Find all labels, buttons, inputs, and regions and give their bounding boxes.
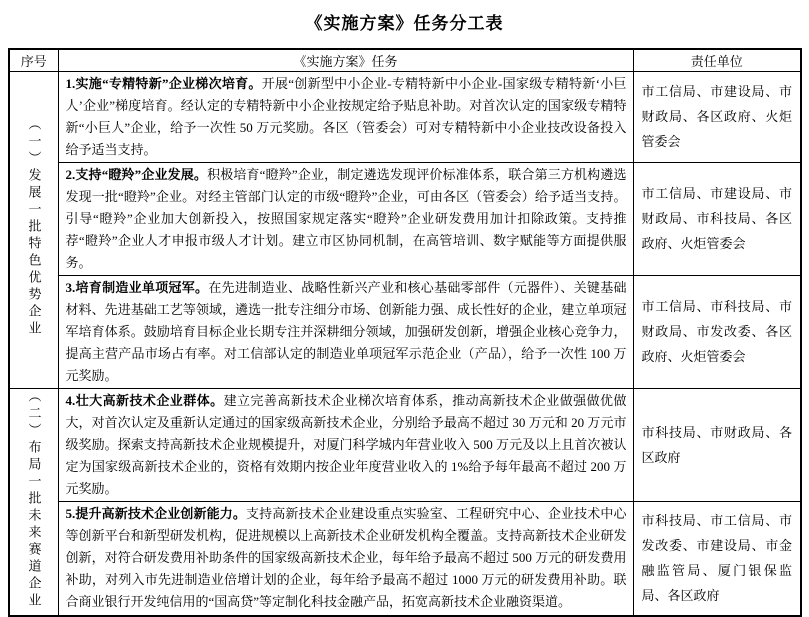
task-1-title: 1.实施“专精特新”企业梯次培育。: [65, 75, 262, 91]
task-5-title: 5.提升高新技术企业创新能力。: [65, 506, 246, 522]
task-2-body: 积极培育“瞪羚”企业，制定遴选发现评价标准体系，联合第三方机构遴选发现一批“瞪羚”企业。对经主管部门认定的市级“瞪羚”企业，可由各区（管委会）给予适当支持。引导“瞪羚”企业加大创新投入，按照国家规定落实“瞪羚”企业研发费用加计扣除政策。支持推荐“瞪羚”企业人才申报市级人才计划。建立市区协同机制，在高管培训、数字赋能等方面提供服务。: [65, 166, 627, 270]
task-3-body: 在先进制造业、战略性新兴产业和核心基础零部件（元器件）、关键基础材料、先进基础工艺等领域，遴选一批专注细分市场、创新能力强、成长性好的企业，建立单项冠军培育体系。鼓励培育目标企业长期专注并深耕细分领域，加强研发创新，增强企业核心竞争力，提高主营产品市场占有率。对工信部认定的制造业单项冠军示范企业（产品），给予一次性 100 万元奖励。: [65, 279, 627, 383]
unit-cell-1: 市工信局、市建设局、市财政局、各区政府、火炬管委会: [633, 71, 801, 162]
table-header-row: [9, 49, 801, 71]
unit-cell-2: 市工信局、市建设局、市财政局、市科技局、各区政府、火炬管委会: [633, 162, 801, 275]
table-row-1: [9, 71, 801, 162]
task-2-title: 2.支持“瞪羚”企业发展。: [65, 166, 208, 182]
unit-cell-4: 市科技局、市财政局、各区政府: [633, 388, 801, 501]
task-cell-1: [58, 71, 633, 162]
table-row-3: [9, 275, 801, 388]
unit-cell-5: 市科技局、市工信局、市发改委、市建设局、市金融监管局、厦门银保监局、各区政府: [633, 501, 801, 615]
task-cell-3: [58, 275, 633, 388]
task-cell-4: [58, 388, 633, 501]
unit-cell-3: 市工信局、市科技局、市财政局、市发改委、各区政府、火炬管委会: [633, 275, 801, 388]
group-label-2: （二）布局一批未来赛道企业: [26, 388, 42, 610]
group-label-1: （一）发展一批特色优势企业: [26, 116, 42, 338]
task-cell-2: [58, 162, 633, 275]
group-cell-2: [9, 388, 58, 616]
task-cell-5: [58, 501, 633, 615]
task-1-body: 开展“创新型中小企业-专精特新中小企业-国家级专精特新‘小巨人’企业”梯度培育。经认定的专精特新中小企业按规定给予贴息补助。对首次认定的国家级专精特新“小巨人”企业，给予一次性 50 万元奖励。各区（管委会）可对专精特新中小企业技改设备投入给予适当支持。: [65, 75, 627, 157]
task-division-table: [8, 48, 802, 617]
group-cell-1: [9, 71, 58, 388]
table-row-4: [9, 388, 801, 501]
task-4-title: 4.壮大高新技术企业群体。: [65, 392, 224, 408]
table-row-5: [9, 501, 801, 615]
task-5-body: 支持高新技术企业建设重点实验室、工程研究中心、企业技术中心等创新平台和新型研发机构，促进规模以上高新技术企业研发机构全覆盖。支持高新技术企业研发创新，对符合研发费用补助条件的国家级高新技术企业，每年给予最高不超过 500 万元的研发费用补助，对列入市先进制造业倍增计划的企业，每年给予最高不超过 1000 万元的研发费用补助。联合商业银行开发纯信用的“国高贷”等定制化科技金融产品，拓宽高新技术企业融资渠道。: [65, 506, 627, 610]
header-serial-number: 序号: [9, 49, 58, 71]
page-title: 《实施方案》任务分工表: [305, 14, 504, 33]
task-4-body: 建立完善高新技术企业梯次培育体系，推动高新技术企业做强做优做大，对首次认定及重新认定通过的国家级高新技术企业，分别给予最高不超过 30 万元和 20 万元市级奖励。探索支持高新技术企业规模提升，对厦门科学城内年营业收入 500 万元及以上且首次被认定为国家级高新技术企业的，资格有效期内按企业年度营业收入的 1%给予每年最高不超过 200 万元奖励。: [65, 392, 627, 496]
header-responsible-unit: 责任单位: [633, 49, 801, 71]
header-task: 《实施方案》任务: [58, 49, 633, 71]
table-row-2: [9, 162, 801, 275]
task-3-title: 3.培育制造业单项冠军。: [65, 279, 209, 295]
